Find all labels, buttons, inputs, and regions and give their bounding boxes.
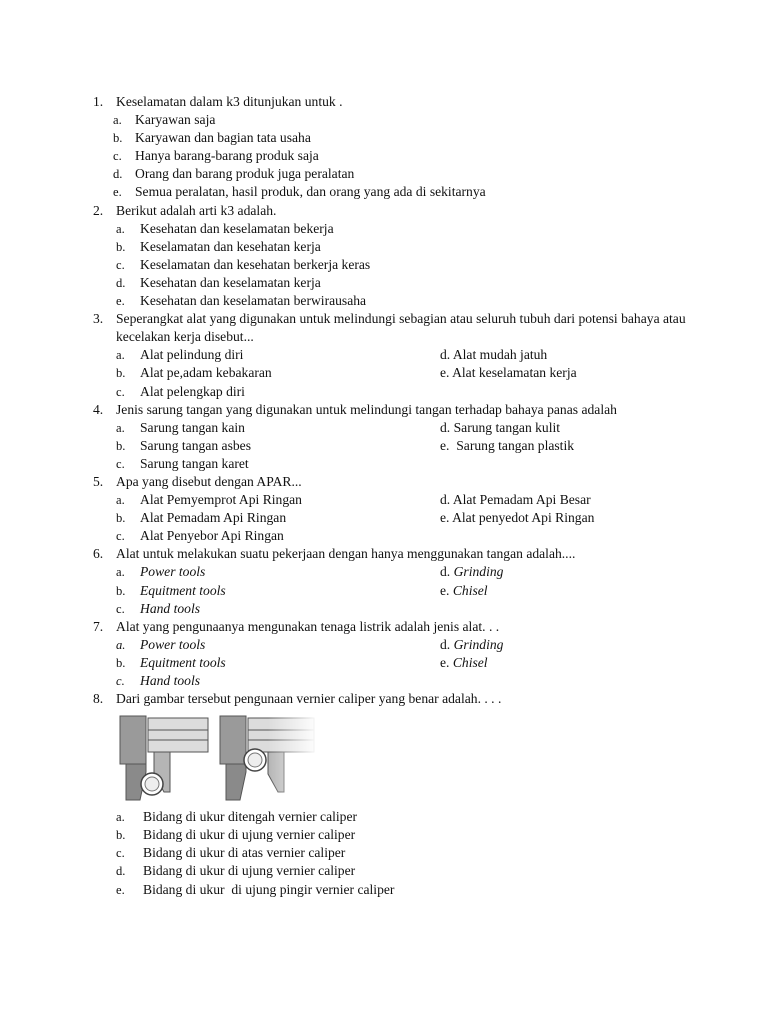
option-7a: a. Power tools (116, 636, 206, 652)
question-4 (0, 401, 768, 419)
question-2 (0, 202, 768, 220)
question-3 (0, 310, 768, 346)
question-5-options (0, 491, 768, 545)
option-4c: c. Sarung tangan karet (116, 455, 249, 471)
option-1c: c. Hanya barang-barang produk saja (113, 148, 319, 164)
question-7 (0, 618, 768, 636)
option-1b: b. Karyawan dan bagian tata usaha (113, 130, 311, 146)
question-7-options (0, 636, 768, 690)
option-row (0, 491, 768, 509)
option-row (0, 383, 768, 401)
option-3d: d. Alat mudah jatuh (440, 347, 548, 363)
question-text: Apa yang disebut dengan APAR... (116, 473, 302, 489)
option-6c: c. Hand tools (116, 600, 201, 616)
question-text: Seperangkat alat yang digunakan untuk melindungi sebagian atau seluruh tubuh dari potensi bahaya atau kecelakan kerja disebut... (116, 311, 686, 345)
caliper-left (120, 716, 208, 800)
question-text: Dari gambar tersebut pengunaan vernier caliper yang benar adalah. . . . (116, 691, 502, 707)
vernier-caliper-figure (0, 712, 768, 808)
option-5b: b. Alat Pemadam Api Ringan (116, 510, 287, 526)
option-3b: b. Alat pe,adam kebakaran (116, 365, 272, 381)
question-1 (0, 93, 768, 111)
option-1a: a. Karyawan saja (113, 112, 216, 128)
question-number: 6. (93, 546, 104, 562)
option-1d: d. Orang dan barang produk juga peralatan (113, 166, 355, 182)
option-6a: a. Power tools (116, 564, 206, 580)
option-2e: e. Kesehatan dan keselamatan berwirausaha (116, 293, 367, 309)
option-2c: c. Keselamatan dan kesehatan berkerja keras (116, 256, 371, 272)
question-number: 4. (93, 401, 104, 417)
option-5a: a. Alat Pemyemprot Api Ringan (116, 492, 302, 508)
option-8e: e. Bidang di ukur di ujung pingir vernier caliper (116, 881, 395, 897)
option-row (0, 455, 768, 473)
option-row (0, 582, 768, 600)
option-8d: d. Bidang di ukur di ujung vernier caliper (116, 863, 356, 879)
option-5d: d. Alat Pemadam Api Besar (440, 492, 591, 508)
question-text: Berikut adalah arti k3 adalah. (116, 202, 277, 218)
option-7c: c. Hand tools (116, 673, 201, 688)
option-3c: c. Alat pelengkap diri (116, 383, 245, 399)
option-8a: a. Bidang di ukur ditengah vernier caliper (116, 809, 358, 825)
option-row (0, 346, 768, 364)
question-2-options (0, 220, 768, 310)
option-row (0, 419, 768, 437)
option-3e: e. Alat keselamatan kerja (440, 365, 577, 381)
quiz (0, 93, 768, 899)
option-3a: a. Alat pelindung diri (116, 347, 244, 363)
question-1-options (0, 111, 768, 201)
option-4e: e. Sarung tangan plastik (440, 437, 575, 453)
option-row (0, 527, 768, 545)
option-1e: e. Semua peralatan, hasil produk, dan orang yang ada di sekitarnya (113, 184, 486, 200)
question-number: 1. (93, 94, 104, 109)
question-number: 7. (93, 618, 104, 634)
question-5 (0, 473, 768, 491)
option-2d: d. Kesehatan dan keselamatan kerja (116, 274, 321, 290)
option-2b: b. Keselamatan dan kesehatan kerja (116, 238, 321, 254)
question-text: Alat untuk melakukan suatu pekerjaan dengan hanya menggunakan tangan adalah.... (116, 546, 576, 562)
question-number: 2. (93, 202, 104, 218)
option-8b: b. Bidang di ukur di ujung vernier caliper (116, 827, 356, 843)
option-7b: b. Equitment tools (116, 654, 226, 670)
option-4d: d. Sarung tangan kulit (440, 419, 561, 435)
option-8c: c. Bidang di ukur di atas vernier caliper (116, 845, 346, 861)
option-5e: e. Alat penyedot Api Ringan (440, 510, 595, 526)
option-4a: a. Sarung tangan kain (116, 419, 245, 435)
option-row (0, 437, 768, 455)
option-6e: e. Chisel (440, 582, 488, 598)
question-text: Alat yang pengunaanya mengunakan tenaga listrik adalah jenis alat. . . (116, 618, 500, 634)
question-text: Keselamatan dalam k3 ditunjukan untuk . (116, 94, 343, 109)
question-6 (0, 545, 768, 563)
option-row (0, 364, 768, 382)
question-8-options (0, 808, 768, 898)
question-8 (0, 690, 768, 708)
option-6b: b. Equitment tools (116, 582, 226, 598)
question-number: 5. (93, 473, 104, 489)
option-2a: a. Kesehatan dan keselamatan bekerja (116, 220, 334, 236)
option-row (0, 672, 768, 690)
question-3-options (0, 346, 768, 400)
vernier-caliper-illustration (118, 712, 318, 806)
option-7d: d. Grinding (440, 636, 504, 652)
option-row (0, 509, 768, 527)
option-row (0, 600, 768, 618)
option-row (0, 563, 768, 581)
question-4-options (0, 419, 768, 473)
question-number: 8. (93, 691, 104, 707)
option-5c: c. Alat Penyebor Api Ringan (116, 528, 284, 544)
question-text: Jenis sarung tangan yang digunakan untuk melindungi tangan terhadap bahaya panas adalah (116, 401, 617, 417)
option-row (0, 636, 768, 654)
option-row (0, 654, 768, 672)
option-4b: b. Sarung tangan asbes (116, 437, 251, 453)
option-7e: e. Chisel (440, 654, 488, 670)
question-6-options (0, 563, 768, 617)
option-6d: d. Grinding (440, 564, 504, 580)
question-number: 3. (93, 311, 104, 327)
